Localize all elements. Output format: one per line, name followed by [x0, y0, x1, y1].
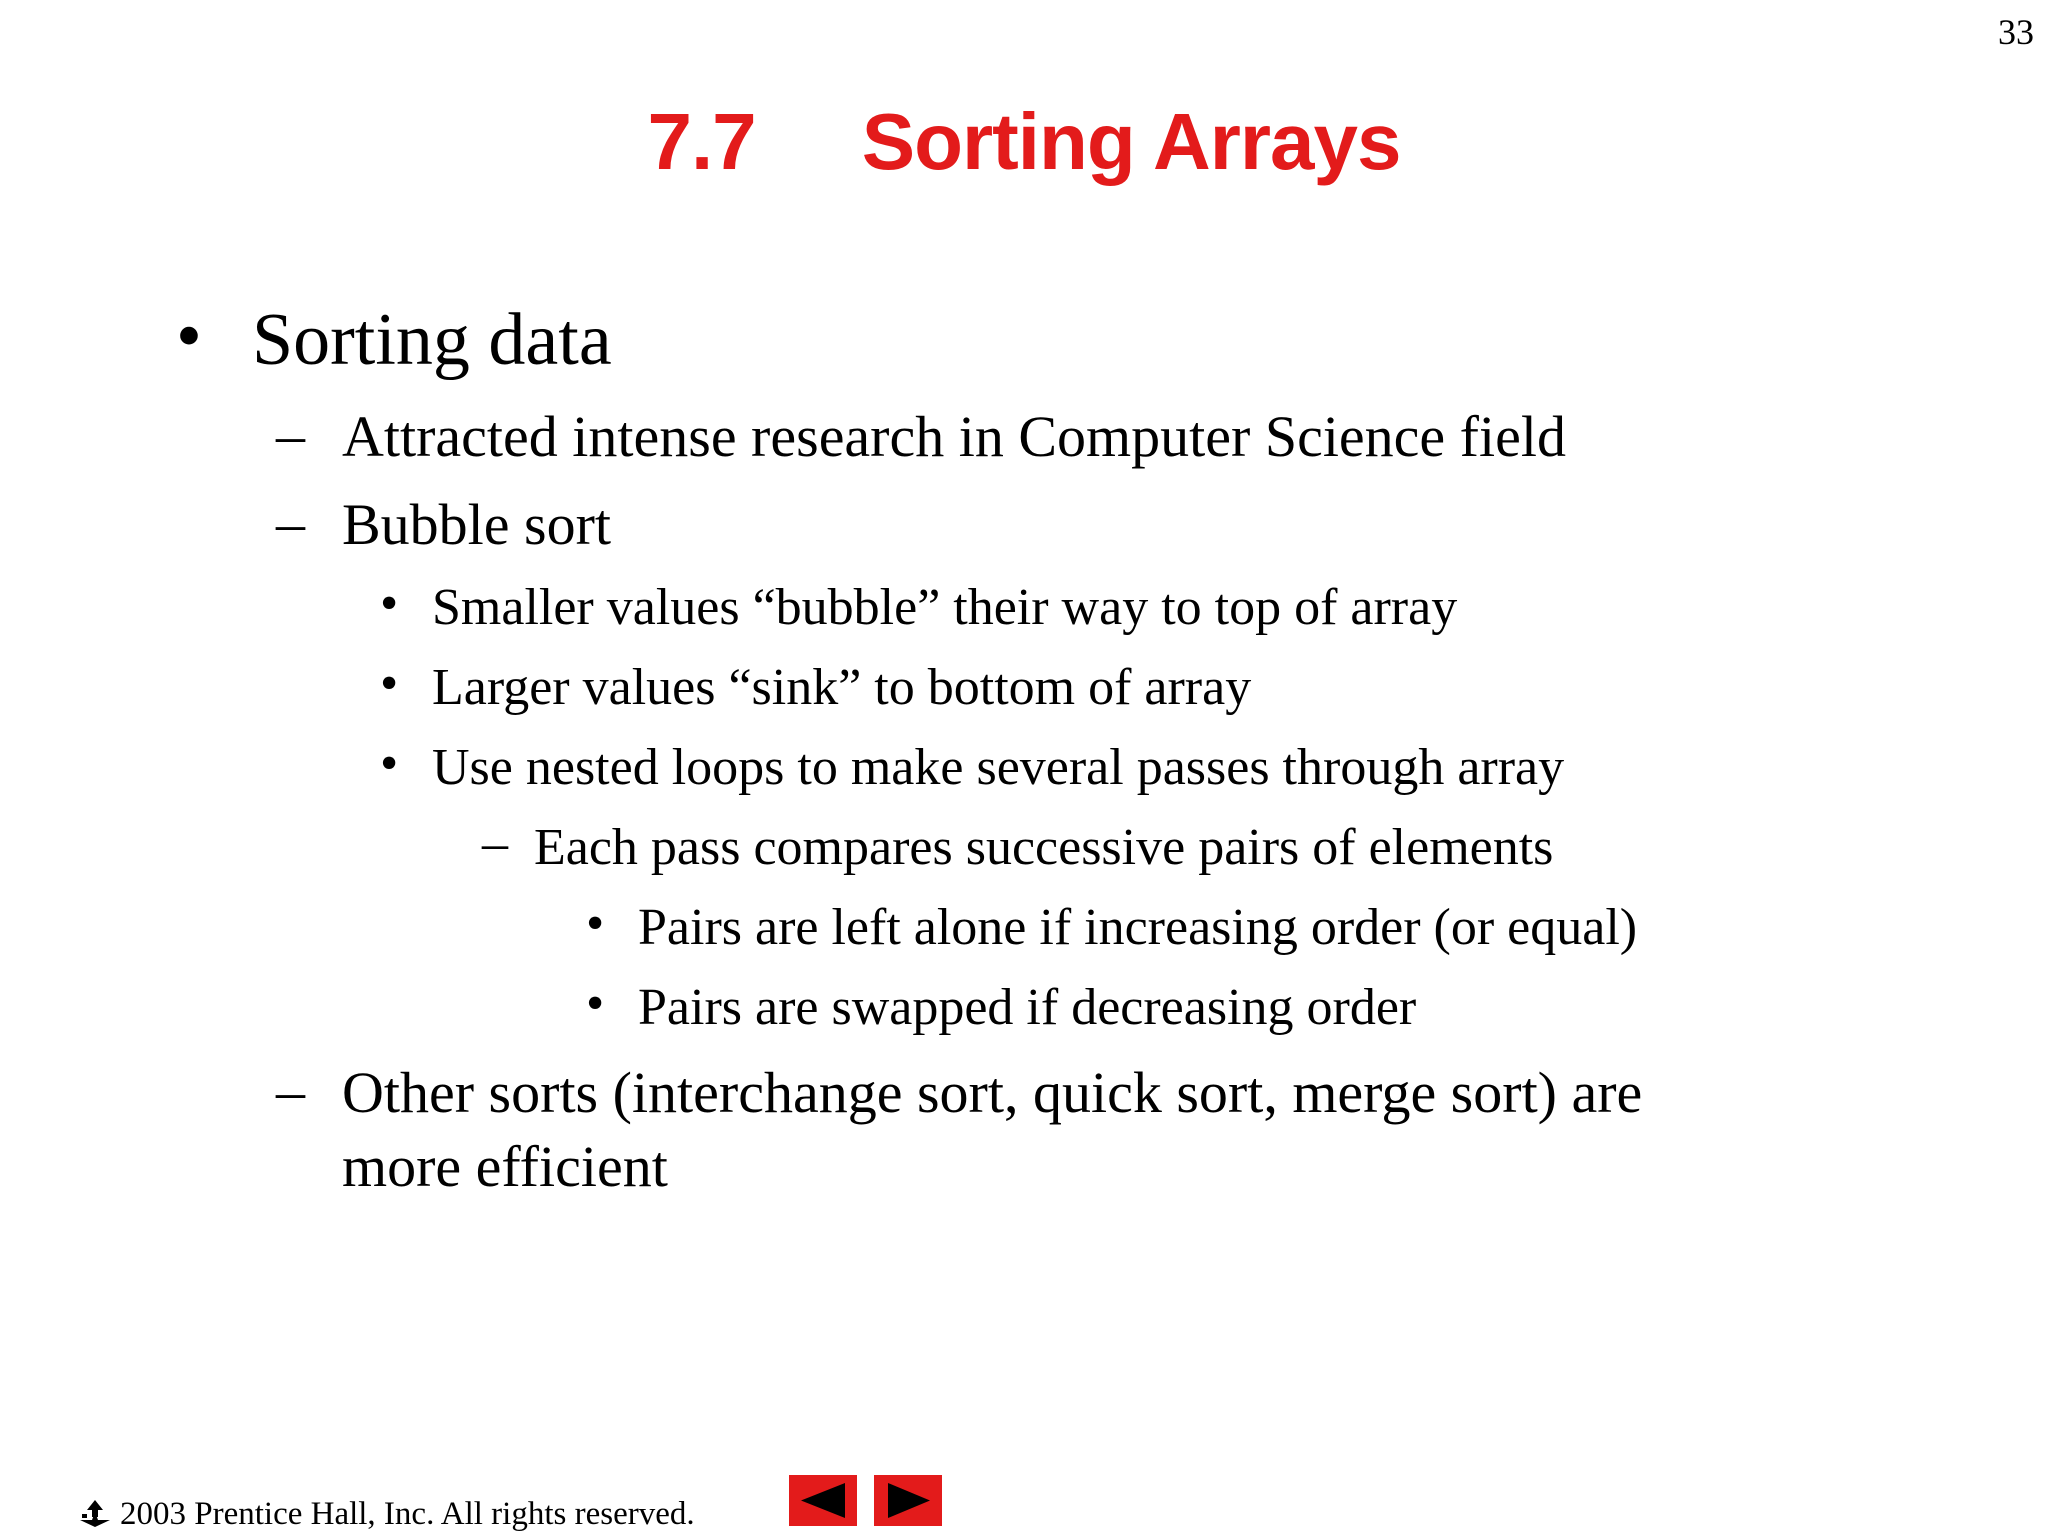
bullet-marker: • [586, 895, 605, 952]
slide-title: 7.7 Sorting Arrays [647, 97, 1401, 186]
bullet-marker: • [380, 655, 399, 712]
left-triangle-icon [789, 1475, 857, 1526]
bullet-pairs-swapped: Pairs are swapped if decreasing order [638, 979, 1417, 1036]
previous-slide-button[interactable] [789, 1475, 857, 1526]
copyright-text: 2003 Prentice Hall, Inc. All rights reserved. [120, 1496, 695, 1532]
right-triangle-icon [874, 1475, 942, 1526]
dash-marker: – [276, 490, 305, 555]
dash-marker: – [482, 815, 508, 872]
bullet-sorting-data: Sorting data [252, 299, 612, 381]
bullet-bubble-sort: Bubble sort [342, 492, 612, 557]
bullet-other-sorts-line2: more efficient [342, 1134, 668, 1199]
bullet-smaller-values: Smaller values “bubble” their way to top of array [432, 579, 1458, 636]
dash-marker: – [276, 402, 305, 467]
bullet-each-pass: Each pass compares successive pairs of elements [534, 819, 1554, 876]
bullet-nested-loops: Use nested loops to make several passes through array [432, 739, 1565, 796]
bullet-pairs-left-alone: Pairs are left alone if increasing order (or equal) [638, 899, 1638, 956]
dash-marker: – [276, 1058, 305, 1123]
bullet-larger-values: Larger values “sink” to bottom of array [432, 659, 1252, 716]
bullet-marker: • [176, 295, 202, 377]
page-number: 33 [1998, 12, 2034, 52]
publisher-logo-icon [78, 1498, 112, 1528]
next-slide-button[interactable] [874, 1475, 942, 1526]
footer [78, 1494, 695, 1534]
bullet-marker: • [380, 575, 399, 632]
bullet-other-sorts-line1: Other sorts (interchange sort, quick sort, merge sort) are [342, 1060, 1643, 1125]
bullet-attracted-research: Attracted intense research in Computer Science field [342, 404, 1566, 469]
bullet-marker: • [380, 735, 399, 792]
bullet-marker: • [586, 975, 605, 1032]
